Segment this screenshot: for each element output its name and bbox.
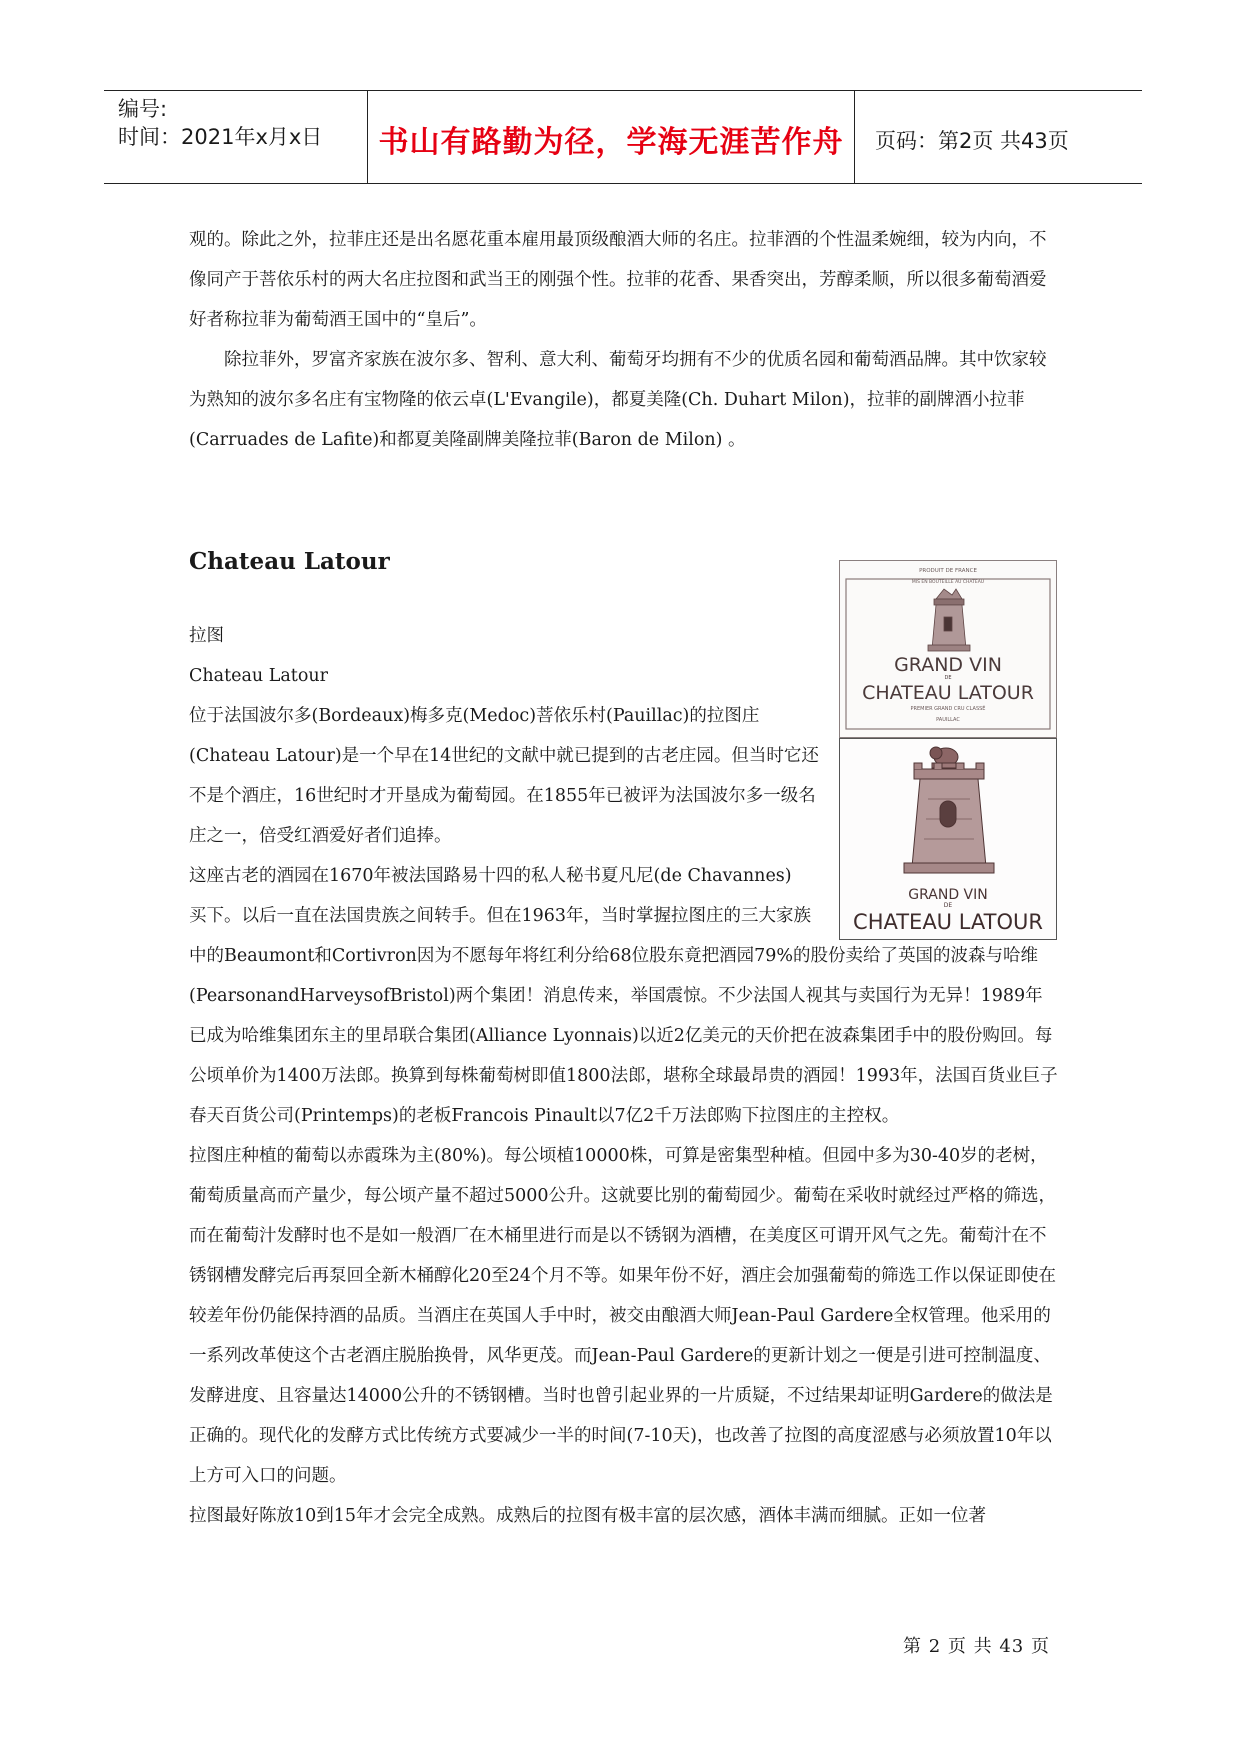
section-cn-name: 拉图 xyxy=(189,626,224,646)
wine-label-top-svg xyxy=(840,561,1056,737)
section-intro-text xyxy=(189,616,819,936)
section-paragraph-2-rest: 中的Beaumont和Cortivron因为不愿每年将红利分给68位股东竟把酒园79%的股份卖给了英国的波森与哈维(PearsonandHarveysofBristol)两个集团！消息传来，举国震惊。不少法国人视其与卖国行为无异！1989年已成为哈维集团东主的里昂联合集团(Alliance Lyonnais)以近2亿美元的天价把在波森集团手中的股份购回。每公顷单价为1400万法郎。换算到每株葡萄树即值1800法郎，堪称全球最昂贵的酒园！1993年，法国百货业巨子春天百货公司(Printemps)的老板Francois Pinault以7亿2千万法郎购下拉图庄的主控权。 xyxy=(189,946,1058,1126)
section-paragraph-2-line-2: 买下。以后一直在法国贵族之间转手。但在1963年，当时掌握拉图庄的三大家族 xyxy=(189,906,812,926)
header-page-label: 页码：第2页 共43页 xyxy=(875,129,1069,153)
section-en-name: Chateau Latour xyxy=(189,666,329,686)
intro-text xyxy=(189,220,1059,460)
label-top-line2: MIS EN BOUTEILLE AU CHATEAU xyxy=(911,580,985,585)
label-top-grand-vin: GRAND VIN xyxy=(894,654,1002,676)
label-top-line1: PRODUIT DE FRANCE xyxy=(919,568,977,574)
lion-tower-icon xyxy=(904,747,994,873)
page-footer: 第 2 页 共 43 页 xyxy=(903,1636,1050,1657)
section-paragraph-1: 位于法国波尔多(Bordeaux)梅多克(Medoc)菩依乐村(Pauillac)的拉图庄(Chateau Latour)是一个早在14世纪的文献中就已提到的古老庄园。但当时它还不是个酒庄，16世纪时才开垦成为葡萄园。在1855年已被评为法国波尔多一级名庄之一，倍受红酒爱好者们追捧。 xyxy=(189,706,819,846)
label-bottom-de: DE xyxy=(943,902,953,909)
label-top-chateau: CHATEAU LATOUR xyxy=(862,682,1034,704)
section-title: Chateau Latour xyxy=(189,548,390,575)
section-paragraph-2-line-1: 这座古老的酒园在1670年被法国路易十四的私人秘书夏凡尼(de Chavannes) xyxy=(189,866,792,886)
wine-label-bottom-svg xyxy=(840,739,1056,939)
wine-label-image-top xyxy=(839,560,1057,738)
label-bottom-chateau: CHATEAU LATOUR xyxy=(853,910,1043,934)
section-paragraph-3: 拉图庄种植的葡萄以赤霞珠为主(80%)。每公顷植10000株，可算是密集型种植。但园中多为30-40岁的老树，葡萄质量高而产量少，每公顷产量不超过5000公升。这就要比别的葡萄园少。葡萄在采收时就经过严格的筛选，而在葡萄汁发酵时也不是如一般酒厂在木桶里进行而是以不锈钢为酒槽，在美度区可谓开风气之先。葡萄汁在不锈钢槽发酵完后再泵回全新木桶醇化20至24个月不等。如果年份不好，酒庄会加强葡萄的筛选工作以保证即使在较差年份仍能保持酒的品质。当酒庄在英国人手中时，被交由酿酒大师Jean-Paul Gardere全权管理。他采用的一系列改革使这个古老酒庄脱胎换骨，风华更茂。而Jean-Paul Gardere的更新计划之一便是引进可控制温度、发酵进度、且容量达14000公升的不锈钢槽。当时也曾引起业界的一片质疑，不过结果却证明Gardere的做法是正确的。现代化的发酵方式比传统方式要减少一半的时间(7-10天)，也改善了拉图的高度涩感与必须放置10年以上方可入口的问题。 xyxy=(189,1146,1057,1486)
header-motto: 书山有路勤为径，学海无涯苦作舟 xyxy=(378,125,844,160)
header-motto-cell xyxy=(368,91,855,183)
label-top-de: DE xyxy=(944,675,952,681)
label-bottom-grand-vin: GRAND VIN xyxy=(908,887,988,903)
wine-label-image-bottom xyxy=(839,738,1057,940)
intro-paragraph-1: 观的。除此之外，拉菲庄还是出名愿花重本雇用最顶级酿酒大师的名庄。拉菲酒的个性温柔婉细，较为内向，不像同产于菩依乐村的两大名庄拉图和武当王的刚强个性。拉菲的花香、果香突出，芳醇柔顺，所以很多葡萄酒爱好者称拉菲为葡萄酒王国中的“皇后”。 xyxy=(189,230,1047,330)
section-body-text xyxy=(189,936,1059,1536)
document-number-label: 编号: xyxy=(118,97,168,121)
intro-paragraph-2: 除拉菲外，罗富齐家族在波尔多、智利、意大利、葡萄牙均拥有不少的优质名园和葡萄酒品牌。其中饮家较为熟知的波尔多名庄有宝物隆的依云卓(L'Evangile)，都夏美隆(Ch. Duhart Milon)，拉菲的副牌酒小拉菲(Carruades de Lafite)和都夏美隆副牌美隆拉菲(Baron de Milon) 。 xyxy=(189,350,1047,450)
header-meta-cell xyxy=(104,91,368,183)
page-header xyxy=(104,90,1142,184)
label-top-classe: PREMIER GRAND CRU CLASSÉ xyxy=(910,706,986,712)
header-page-cell xyxy=(855,91,1142,183)
label-top-pauillac: PAUILLAC xyxy=(936,717,960,723)
section-paragraph-4: 拉图最好陈放10到15年才会完全成熟。成熟后的拉图有极丰富的层次感，酒体丰满而细腻。正如一位著 xyxy=(189,1506,987,1526)
document-time-label: 时间：2021年x月x日 xyxy=(118,125,323,149)
tower-icon xyxy=(928,589,970,651)
